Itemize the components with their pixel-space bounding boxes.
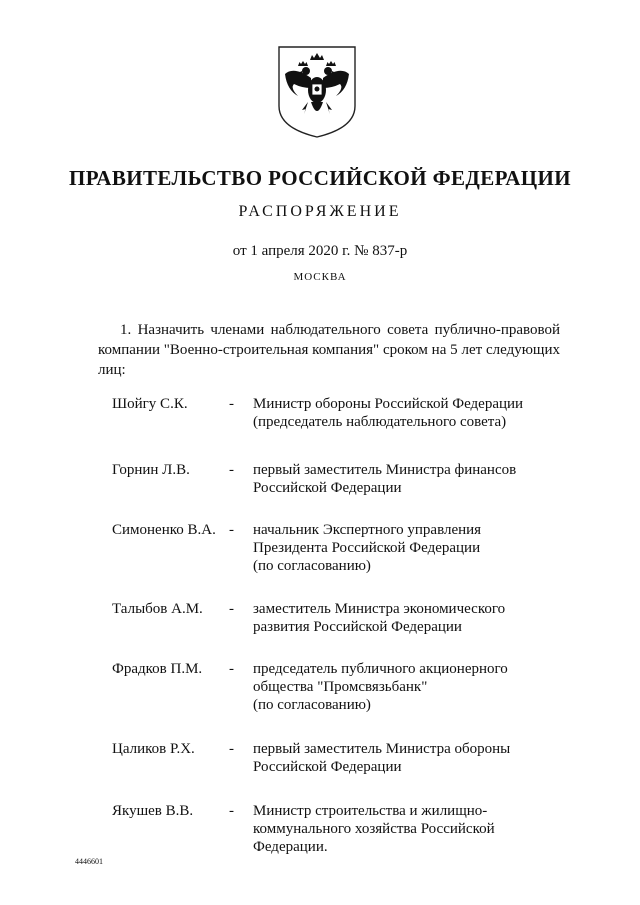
member-position: Министр строительства и жилищно- коммунального хозяйства Российской Федерации. [253,803,495,855]
issuer-title: ПРАВИТЕЛЬСТВО РОССИЙСКОЙ ФЕДЕРАЦИИ [69,166,571,190]
document-type: РАСПОРЯЖЕНИЕ [238,203,402,220]
members-list [112,395,552,856]
member-name: Симоненко В.А. [112,522,216,538]
intro-paragraph: 1. Назначить членами наблюдательного совета публично-правовой компании "Военно-строительная компания" сроком на 5 лет следующих лиц: [98,322,560,378]
document-date-number: от 1 апреля 2020 г. № 837-р [232,243,408,259]
member-dash: - [229,396,234,412]
member-name: Шойгу С.К. [112,396,188,412]
member-position: Министр обороны Российской Федерации (председатель наблюдательного совета) [253,396,524,430]
member-dash: - [229,462,234,478]
member-position: начальник Экспертного управления Президента Российской Федерации (по согласованию) [253,522,482,574]
member-row [112,521,552,575]
member-dash: - [229,803,234,819]
member-name: Талыбов А.М. [112,601,203,617]
member-row [112,660,552,714]
member-name: Горнин Л.В. [112,462,190,478]
document-code: 4446601 [75,857,103,866]
member-row [112,802,552,856]
member-dash: - [229,661,234,677]
member-dash: - [229,522,234,538]
member-position: заместитель Министра экономического развития Российской Федерации [253,601,506,635]
member-name: Фрадков П.М. [112,661,203,677]
member-row [112,740,552,776]
member-row [112,600,552,636]
member-row [112,395,552,431]
member-row [112,461,552,497]
member-name: Цаликов Р.Х. [112,741,195,757]
document-city: МОСКВА [293,271,347,283]
member-position: первый заместитель Министра обороны Российской Федерации [253,741,511,775]
member-dash: - [229,741,234,757]
member-dash: - [229,601,234,617]
member-name: Якушев В.В. [112,803,194,819]
member-position: председатель публичного акционерного общества "Промсвязьбанк" (по согласованию) [253,661,508,713]
coat-of-arms-icon [276,44,358,140]
member-position: первый заместитель Министра финансов Российской Федерации [253,462,517,496]
